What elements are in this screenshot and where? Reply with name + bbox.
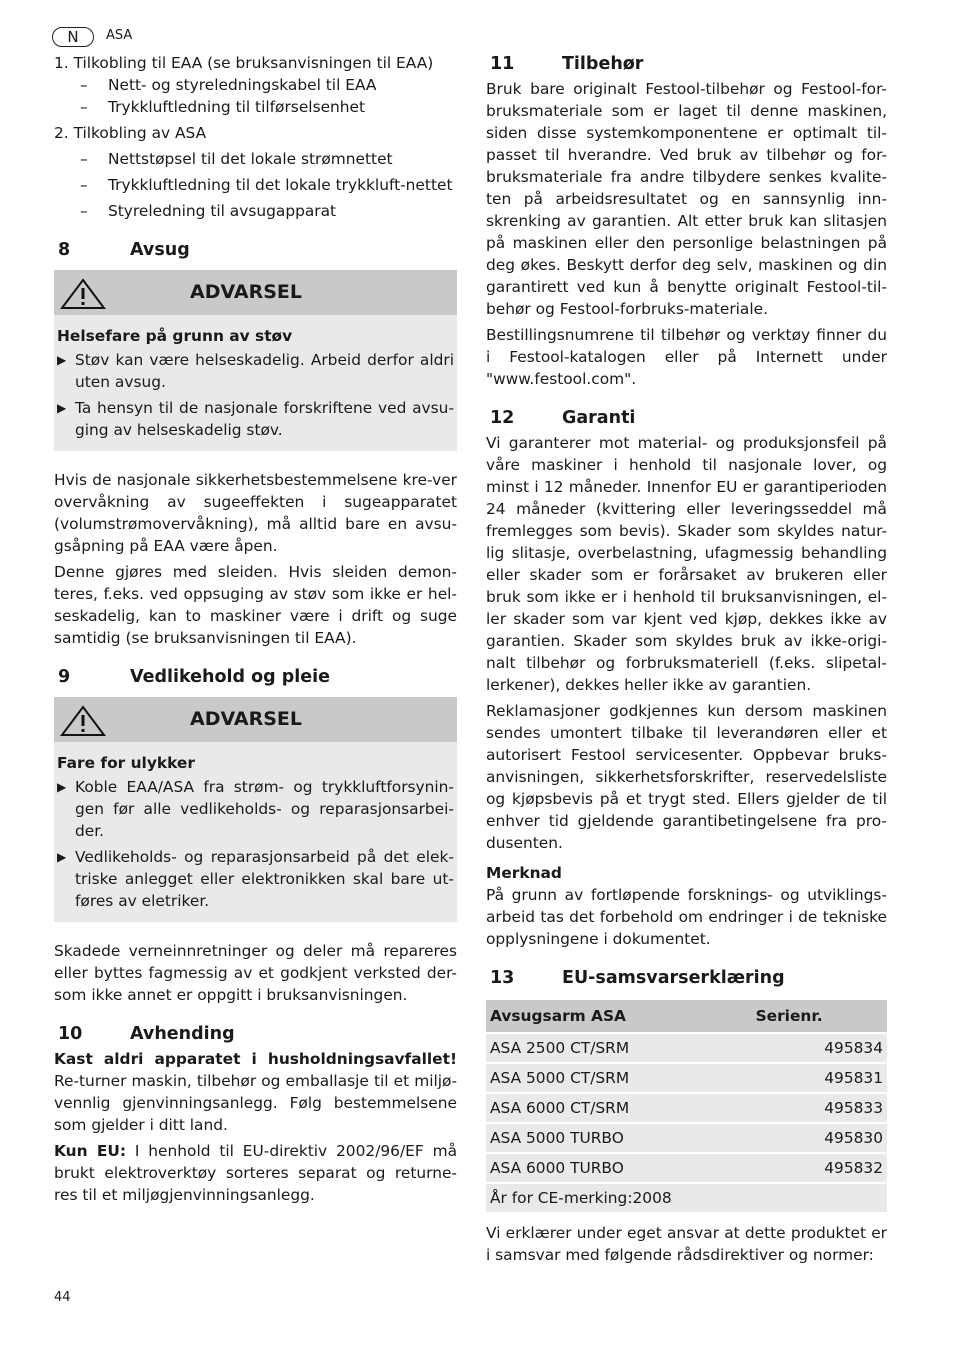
table-row: År for CE-merking:2008 <box>486 1183 887 1212</box>
warning-label: ADVARSEL <box>190 708 302 730</box>
table-row: ASA 6000 CT/SRM 495833 <box>486 1093 887 1123</box>
warning-bullet: ▶ Koble EAA/ASA fra strøm- og trykkluftforsynin-gen før alle vedlikeholds- og reparasjonsarbei-der. <box>57 778 454 840</box>
connection-2-title: 2. Tilkobling av ASA <box>54 124 207 142</box>
connection-1-title: 1. Tilkobling til EAA (se bruksanvisningen til EAA) <box>54 54 434 72</box>
list-item: – Nett- og styreledningskabel til EAA <box>80 76 377 94</box>
paragraph: Reklamasjoner godkjennes kun dersom maskinen sendes umontert tilbake til leverandøren eller et autorisert Festool servicesenter. Oppbevar bruks-anvisningen, sikkerhetsforskrifter, reservedelsliste og kjøpsbevis på et trygt sted. Ellers gjelder de til enhver tid gjeldende garantibetingelsene fra pro-dusenten. <box>486 702 887 852</box>
section-heading-13: 13 EU-samsvarserklæring <box>490 968 785 988</box>
warning-header <box>54 697 457 742</box>
warning-bullet: ▶ Ta hensyn til de nasjonale forskriftene ved avsu-ging av helseskadelig støv. <box>57 399 454 439</box>
paragraph: Kun EU: I henhold til EU-direktiv 2002/96/EF må brukt elektroverktøy sorteres separat og returne-res til et miljøgjenvinningsanlegg. <box>54 1142 457 1204</box>
arrow-icon: ▶ <box>57 353 67 367</box>
note-title: Merknad <box>486 864 562 882</box>
arrow-icon: ▶ <box>57 780 67 794</box>
table-header-cell: Avsugsarm ASA <box>486 1000 752 1033</box>
page-number: 44 <box>54 1290 71 1305</box>
warning-bullet: ▶ Vedlikeholds- og reparasjonsarbeid på det elek-triske anlegget eller elektronikken skal bare ut-føres av eletriker. <box>57 848 454 910</box>
warning-header <box>54 270 457 315</box>
section-heading-10: 10 Avhending <box>58 1024 235 1044</box>
paragraph: Hvis de nasjonale sikkerhetsbestemmelsene kre-ver overvåkning av sugeeffekten i sugeapparatet (volumstrømovervåkning), må alltid bare en avsu-gsåpning på EAA være åpen. <box>54 471 457 555</box>
list-item: – Styreledning til avsugapparat <box>80 202 337 220</box>
section-heading-12: 12 Garanti <box>490 408 636 428</box>
arrow-icon: ▶ <box>57 850 67 864</box>
arrow-icon: ▶ <box>57 401 67 415</box>
list-item: – Trykkluftledning til det lokale trykkluft-nettet <box>80 176 453 194</box>
warning-subtitle: Fare for ulykker <box>57 754 195 772</box>
warning-triangle-icon <box>60 705 106 743</box>
paragraph: Vi erklærer under eget ansvar at dette produktet er i samsvar med følgende rådsdirektiver og normer: <box>486 1224 887 1264</box>
paragraph: Bruk bare originalt Festool-tilbehør og Festool-for-bruksmateriale som er laget til denne maskinen, siden disse systemkomponentene er optimalt til-passet til hverandre. Ved bruk av tilbehør og for-bruksmateriale fra andre tilbydere senkes kvalite-ten på arbeidsresultatet og en sannsynlig inn-skrenking av garantien. Alt etter bruk kan slitasjen på maskinen eller den personlige belastningen på deg økes. Beskytt derfor deg selv, maskinen og din garantirett ved kun å benytte originalt Festool-til-behør og Festool-forbruks-materiale. <box>486 80 887 318</box>
section-heading-8: 8 Avsug <box>58 240 190 260</box>
list-item: – Nettstøpsel til det lokale strømnettet <box>80 150 393 168</box>
paragraph: Kast aldri apparatet i husholdningsavfallet! Re-turner maskin, tilbehør og emballasje til et miljø-vennlig gjenvinningsanlegg. Følg bestemmelsene som gjelder i ditt land. <box>54 1050 457 1134</box>
table-row: ASA 5000 CT/SRM 495831 <box>486 1063 887 1093</box>
table-row: ASA 6000 TURBO 495832 <box>486 1153 887 1183</box>
section-heading-11: 11 Tilbehør <box>490 54 644 74</box>
product-code: ASA <box>106 28 133 43</box>
warning-subtitle: Helsefare på grunn av støv <box>57 327 293 345</box>
list-item: – Trykkluftledning til tilførselsenhet <box>80 98 366 116</box>
section-heading-9: 9 Vedlikehold og pleie <box>58 667 331 687</box>
table-header-row <box>486 1000 887 1033</box>
left-column <box>54 52 457 1206</box>
warning-box <box>54 270 457 451</box>
language-badge: N <box>52 27 94 47</box>
warning-bullet: ▶ Støv kan være helseskadelig. Arbeid derfor aldri uten avsug. <box>57 351 454 391</box>
warning-box <box>54 697 457 922</box>
table-row: ASA 2500 CT/SRM 495834 <box>486 1033 887 1063</box>
warning-triangle-icon <box>60 278 106 316</box>
declaration-table <box>486 1000 887 1212</box>
paragraph: Skadede verneinnretninger og deler må repareres eller byttes fagmessig av et godkjent verksted der-som ikke annet er oppgitt i bruksanvisningen. <box>54 942 457 1004</box>
warning-label: ADVARSEL <box>190 281 302 303</box>
paragraph: Denne gjøres med sleiden. Hvis sleiden demon-teres, f.eks. ved oppsuging av støv som ikke er hel-seskadelig, kan to maskiner være i drift og suge samtidig (se bruksanvisningen til EAA). <box>54 563 457 647</box>
table-header-cell: Serienr. <box>752 1000 887 1033</box>
paragraph: Vi garanterer mot material- og produksjonsfeil på våre maskiner i henhold til nasjonale lover, og minst i 12 måneder. Innenfor EU er garantiperioden 24 måneder (kvittering eller leveringsseddel må fremlegges som bevis). Skader som skyldes natur-lig slitasje, overbelastning, ufagmessig behandling eller skader som er forårsaket av brukeren eller bruk som ikke er i henhold til bruksanvisningen, el-ler skader som var kjent ved kjøp, dekkes ikke av garantien. Skader som skyldes bruk av ikke-origi-nalt tilbehør og forbruksmateriell (f.eks. slipetal-lerkener), dekkes heller ikke av garantien. <box>486 434 887 694</box>
paragraph: Bestillingsnumrene til tilbehør og verktøy finner du i Festool-katalogen eller på Internett under "www.festool.com". <box>486 326 887 388</box>
right-column <box>486 52 887 1266</box>
note-text: På grunn av fortløpende forsknings- og utviklings-arbeid tas det forbehold om endringer i de tekniske opplysningene i dokumentet. <box>486 886 887 948</box>
table-row: ASA 5000 TURBO 495830 <box>486 1123 887 1153</box>
